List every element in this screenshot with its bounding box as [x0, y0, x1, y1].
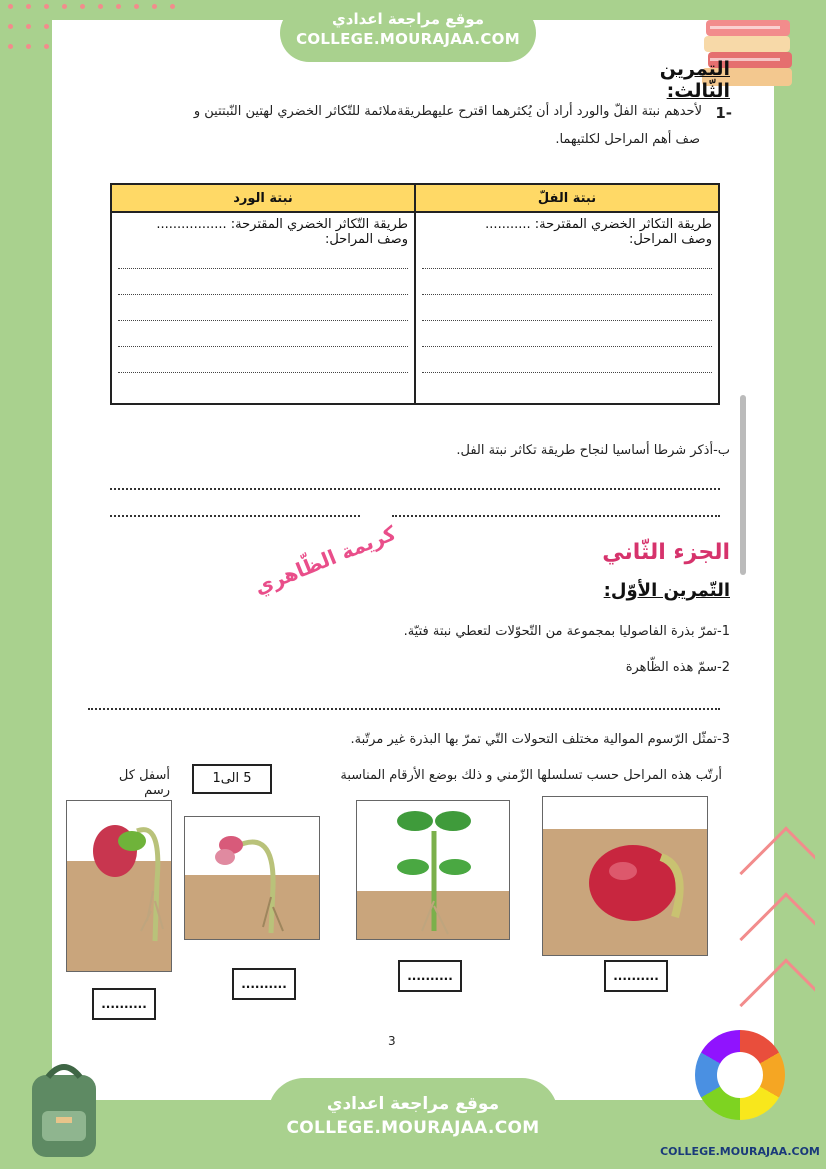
decorative-dot — [44, 24, 49, 29]
germination-stage-image — [356, 800, 510, 940]
site-logo-text: COLLEGE.MOURAJAA.COM — [660, 1145, 820, 1158]
site-logo-icon — [695, 1030, 785, 1120]
answer-line[interactable] — [422, 273, 712, 295]
order-answer-box[interactable]: .......... — [92, 988, 156, 1020]
q3b-text: أرتّب هذه المراحل حسب تسلسلها الزّمني و ذلك بوضع الأرقام المناسبة — [340, 768, 722, 783]
decorative-dot — [8, 4, 13, 9]
table-header-jasmine: نبتة الفلّ — [415, 184, 719, 212]
decorative-dot — [80, 4, 85, 9]
exercise1-title: التّمرين الأوّل: — [603, 580, 730, 601]
site-banner-title: موقع مراجعة اعدادي — [332, 10, 484, 28]
scrollbar[interactable] — [740, 395, 746, 575]
rose-stages-label: وصف المراحل: — [324, 232, 408, 247]
part2-title: الجزء الثّاني — [602, 540, 730, 565]
answer-line[interactable] — [118, 299, 408, 321]
jasmine-stages-label: وصف المراحل: — [628, 232, 712, 247]
answer-line[interactable] — [118, 325, 408, 347]
table-header-rose: نبتة الورد — [111, 184, 415, 212]
order-answer-box[interactable]: .......... — [604, 960, 668, 992]
answer-line[interactable] — [422, 325, 712, 347]
rose-method-label: طريقة التّكاثر الخضري المقترحة: ................. — [156, 217, 408, 232]
q1-text-line1: لأحدهم نبتة الفلّ والورد أراد أن يُكثرهما اقترح عليهطريقةملائمة للتّكاثر الخضري لهتين النّبتتين و — [193, 104, 702, 119]
decorative-dot — [170, 4, 175, 9]
q1-number: -1 — [715, 104, 732, 122]
q1-text-line2: صف أهم المراحل لكلتيهما. — [555, 132, 700, 147]
site-banner-url: COLLEGE.MOURAJAA.COM — [296, 30, 520, 48]
site-banner-url: COLLEGE.MOURAJAA.COM — [286, 1118, 540, 1138]
author-stamp: كريمة الظّاهري — [250, 520, 400, 600]
range-box: 5 الى1 — [192, 764, 272, 794]
propagation-table — [110, 183, 720, 405]
answer-line[interactable] — [392, 515, 720, 517]
answer-line[interactable] — [118, 351, 408, 373]
answer-line[interactable] — [110, 488, 720, 490]
decorative-dot — [62, 4, 67, 9]
p2-q3: 3-تمثّل الرّسوم الموالية مختلف التحولات التّي تمرّ بها البذرة غير مرتّبة. — [350, 732, 730, 747]
answer-line[interactable] — [110, 515, 360, 517]
germination-stage-image — [66, 800, 172, 972]
decorative-dot — [134, 4, 139, 9]
jasmine-method-label: طريقة التكاثر الخضري المقترحة: ........... — [485, 217, 712, 232]
decorative-dot — [26, 4, 31, 9]
decorative-dot — [8, 44, 13, 49]
answer-line[interactable] — [422, 299, 712, 321]
decorative-dot — [44, 4, 49, 9]
site-banner-bottom[interactable] — [268, 1078, 558, 1158]
decorative-dot — [8, 24, 13, 29]
answer-line[interactable] — [422, 247, 712, 269]
germination-stage-image — [542, 796, 708, 956]
site-banner-top[interactable] — [280, 4, 536, 62]
order-answer-box[interactable]: .......... — [232, 968, 296, 1000]
p2-q1: 1-تمرّ بذرة الفاصوليا بمجموعة من التّحوّلات لتعطي نبتة فتيّة. — [403, 624, 730, 639]
q3b-prefix: أسفل كل رسم — [118, 768, 170, 798]
school-bag-icon — [18, 1055, 110, 1161]
decorative-dot — [152, 4, 157, 9]
site-banner-title: موقع مراجعة اعدادي — [326, 1094, 500, 1114]
answer-line[interactable] — [118, 247, 408, 269]
chevron-decoration — [735, 800, 815, 1060]
decorative-dot — [98, 4, 103, 9]
page-number: 3 — [388, 1034, 396, 1048]
answer-line[interactable] — [422, 351, 712, 373]
exercise3-title: التمرين الثّالث: — [659, 58, 730, 102]
order-answer-box[interactable]: .......... — [398, 960, 462, 992]
decorative-dot — [26, 24, 31, 29]
decorative-dot — [116, 4, 121, 9]
table-cell-rose[interactable] — [111, 212, 415, 404]
decorative-dot — [44, 44, 49, 49]
p2-q2: 2-سمّ هذه الظّاهرة — [625, 660, 730, 675]
answer-line[interactable] — [88, 708, 720, 710]
germination-stage-image — [184, 816, 320, 940]
answer-line[interactable] — [118, 273, 408, 295]
table-cell-jasmine[interactable] — [415, 212, 719, 404]
decorative-dot — [26, 44, 31, 49]
question-b: ب-أذكر شرطا أساسيا لنجاح طريقة تكاثر نبتة الفل. — [456, 443, 730, 458]
